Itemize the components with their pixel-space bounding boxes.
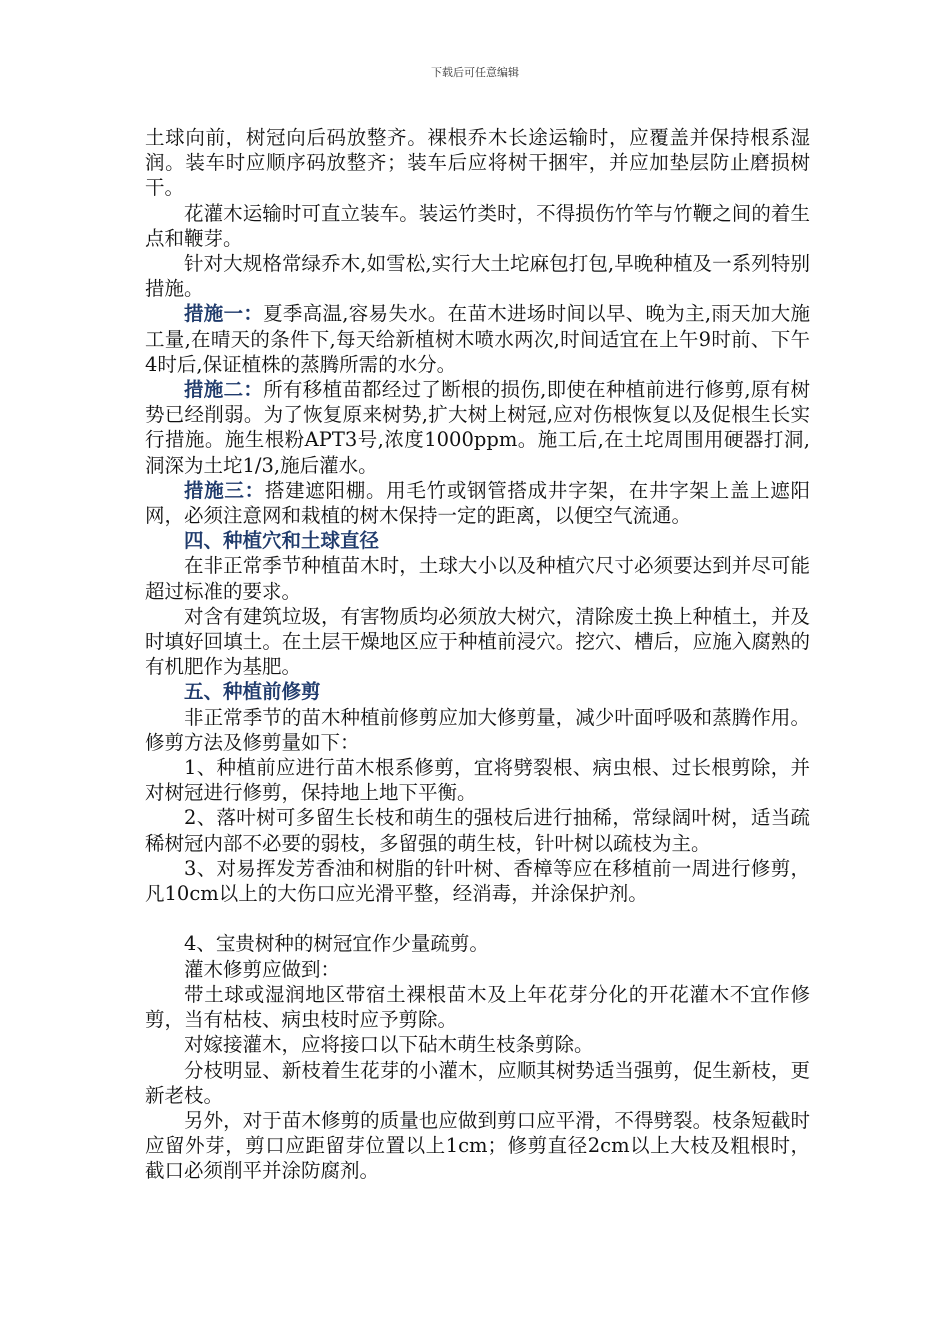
measure-three-label: 措施三： [184, 478, 265, 502]
paragraph-measure-one [145, 301, 810, 377]
paragraph-pruning-intro: 非正常季节的苗木种植前修剪应加大修剪量，减少叶面呼吸和蒸腾作用。修剪方法及修剪量如下： [145, 705, 810, 754]
measure-two-label: 措施二： [184, 378, 264, 402]
paragraph-shrub-pruning-3: 分枝明显、新枝着生花芽的小灌木，应顺其树势适当强剪，促生新枝，更新老枝。 [145, 1058, 810, 1107]
paragraph-pruning-item-3: 3、对易挥发芳香油和树脂的针叶树、香樟等应在移植前一周进行修剪，凡10cm以上的大伤口应光滑平整，经消毒，并涂保护剂。 [145, 856, 810, 906]
paragraph-pruning-item-2: 2、落叶树可多留生长枝和萌生的强枝后进行抽稀，常绿阔叶树，适当疏稀树冠内部不必要的弱枝，多留强的萌生枝，针叶树以疏枝为主。 [145, 806, 810, 855]
paragraph-shrub-transport: 花灌木运输时可直立装车。装运竹类时，不得损伤竹竿与竹鞭之间的着生点和鞭芽。 [145, 201, 810, 250]
page-header-note: 下载后可任意编辑 [431, 66, 519, 79]
paragraph-root-ball-size: 在非正常季节种植苗木时，土球大小以及种植穴尺寸必须要达到并尽可能超过标准的要求。 [145, 554, 810, 603]
document-body [145, 125, 810, 1184]
paragraph-shrub-pruning-2: 对嫁接灌木，应将接口以下砧木萌生枝条剪除。 [184, 1033, 594, 1057]
paragraph-pruning-item-1: 1、种植前应进行苗木根系修剪，宜将劈裂根、病虫根、过长根剪除，并对树冠进行修剪，保持地上地下平衡。 [145, 756, 810, 805]
section-heading-pruning: 五、种植前修剪 [184, 680, 321, 704]
paragraph-shrub-pruning-1: 带土球或湿润地区带宿土裸根苗木及上年花芽分化的开花灌木不宜作修剪，当有枯枝、病虫枝时应予剪除。 [145, 982, 810, 1032]
paragraph-construction-waste: 对含有建筑垃圾，有害物质均必须放大树穴，清除废土换上种植土，并及时填好回填土。在土层干燥地区应于种植前浸穴。挖穴、槽后，应施入腐熟的有机肥作为基肥。 [145, 604, 810, 679]
measure-three-text: 搭建遮阳棚。用毛竹或钢管搭成井字架，在井字架上盖上遮阳网，必须注意网和栽植的树木保持一定的距离，以便空气流通。 [145, 478, 810, 528]
measure-two-text: 所有移植苗都经过了断根的损伤,即使在种植前进行修剪,原有树势已经削弱。为了恢复原来树势,扩大树上树冠,应对伤根恢复以及促根生长实行措施。施生根粉APT3号,浓度1000ppm。施工后,在土坨周围用硬器打洞,洞深为土坨1/3,施后灌水。 [145, 378, 810, 477]
measure-one-text: 夏季高温,容易失水。在苗木进场时间以早、晚为主,雨天加大施工量,在晴天的条件下,每天给新植树木喷水两次,时间适宜在上午9时前、下午4时后,保证植株的蒸腾所需的水分。 [145, 302, 810, 376]
paragraph-pruning-item-4: 4、宝贵树种的树冠宜作少量疏剪。 [184, 932, 489, 956]
measure-one-label: 措施一： [184, 302, 264, 326]
paragraph-transport: 土球向前，树冠向后码放整齐。裸根乔木长途运输时，应覆盖并保持根系湿润。装车时应顺序码放整齐；装车后应将树干捆牢，并应加垫层防止磨损树干。 [145, 126, 810, 200]
paragraph-shrub-pruning-title: 灌木修剪应做到： [184, 957, 341, 981]
paragraph-pruning-quality: 另外，对于苗木修剪的质量也应做到剪口应平滑，不得劈裂。枝条短截时应留外芽，剪口应距留芽位置以上1cm；修剪直径2cm以上大枝及粗根时，截口必须削平并涂防腐剂。 [145, 1108, 810, 1183]
paragraph-measure-three [145, 478, 810, 528]
paragraph-measure-two [145, 377, 810, 478]
section-heading-planting-hole: 四、种植穴和土球直径 [184, 529, 380, 553]
blank-line [145, 906, 810, 931]
paragraph-large-evergreen: 针对大规格常绿乔木,如雪松,实行大土坨麻包打包,早晚种植及一系列特别措施。 [145, 252, 810, 301]
